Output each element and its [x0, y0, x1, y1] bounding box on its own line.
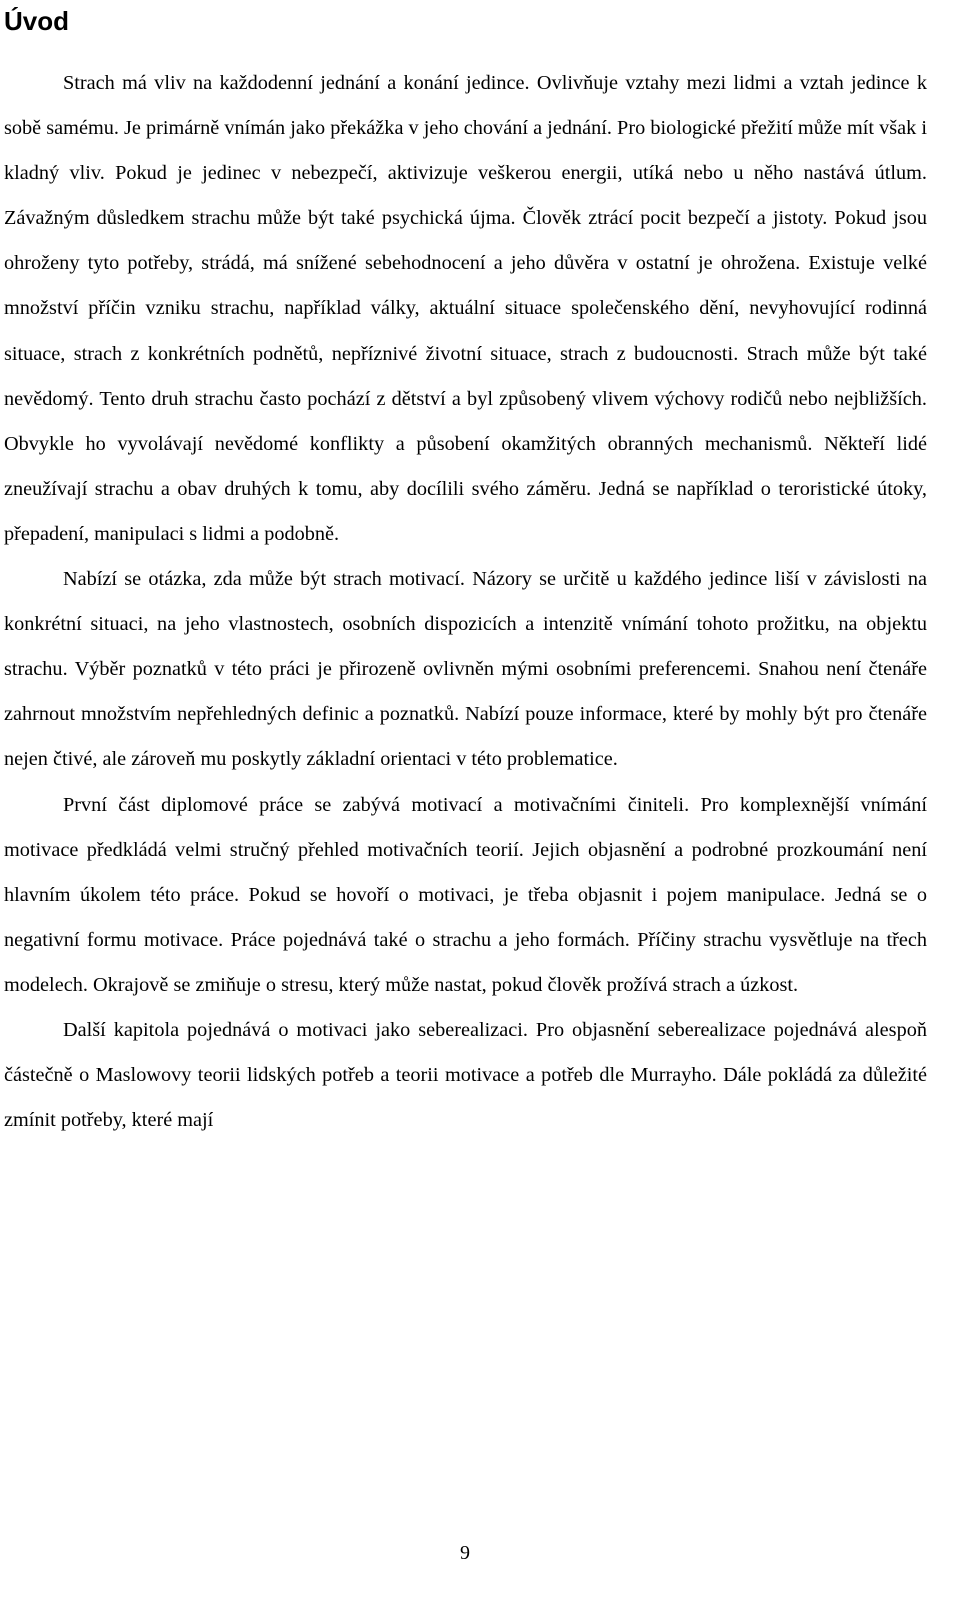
section-heading: Úvod [4, 6, 69, 36]
paragraph-4: Další kapitola pojednává o motivaci jako seberealizaci. Pro objasnění seberealizace pojednává alespoň částečně o Maslowovy teorii lidských potřeb a teorii motivace a potřeb dle Murrayho. Dále pokládá za důležité zmínit potřeby, které mají [4, 1018, 927, 1132]
paragraph-1: Strach má vliv na každodenní jednání a konání jedince. Ovlivňuje vztahy mezi lidmi a vztah jedince k sobě samému. Je primárně vnímán jako překážka v jeho chování a jednání. Pro biologické přežití může mít však i kladný vliv. Pokud je jedinec v nebezpečí, aktivizuje veškerou energii, utíká nebo u něho nastává útlum. Závažným důsledkem strachu může být také psychická újma. Člověk ztrácí pocit bezpečí a jistoty. Pokud jsou ohroženy tyto potřeby, strádá, má snížené sebehodnocení a jeho důvěra v ostatní je ohrožena. Existuje velké množství příčin vzniku strachu, například války, aktuální situace společenského dění, nevyhovující rodinná situace, strach z konkrétních podnětů, nepříznivé životní situace, strach z budoucnosti. Strach může být také nevědomý. Tento druh strachu často pochází z dětství a byl způsobený vlivem výchovy rodičů nebo nejbližších. Obvykle ho vyvolávají nevědomé konflikty a působení okamžitých obranných mechanismů. Někteří lidé zneužívají strachu a obav druhých k tomu, aby docílili svého záměru. Jedná se například o teroristické útoky, přepadení, manipulaci s lidmi a podobně. [4, 72, 927, 545]
page-number: 9 [460, 1542, 470, 1564]
body-text [4, 61, 927, 1143]
paragraph-2: Nabízí se otázka, zda může být strach motivací. Názory se určitě u každého jedince liší v závislosti na konkrétní situaci, na jeho vlastnostech, osobních dispozicích a intenzitě vnímání tohoto prožitku, na objektu strachu. Výběr poznatků v této práci je přirozeně ovlivněn mými osobními preferencemi. Snahou není čtenáře zahrnout množstvím nepřehledných definic a poznatků. Nabízí pouze informace, které by mohly být pro čtenáře nejen čtivé, ale zároveň mu poskytly základní orientaci v této problematice. [4, 568, 927, 771]
document-page [4, 0, 927, 1143]
paragraph-3: První část diplomové práce se zabývá motivací a motivačními činiteli. Pro komplexnější vnímání motivace předkládá velmi stručný přehled motivačních teorií. Jejich objasnění a podrobné prozkoumání není hlavním úkolem této práce. Pokud se hovoří o motivaci, je třeba objasnit i pojem manipulace. Jedná se o negativní formu motivace. Práce pojednává také o strachu a jeho formách. Příčiny strachu vysvětluje na třech modelech. Okrajově se zmiňuje o stresu, který může nastat, pokud člověk prožívá strach a úzkost. [4, 793, 927, 996]
